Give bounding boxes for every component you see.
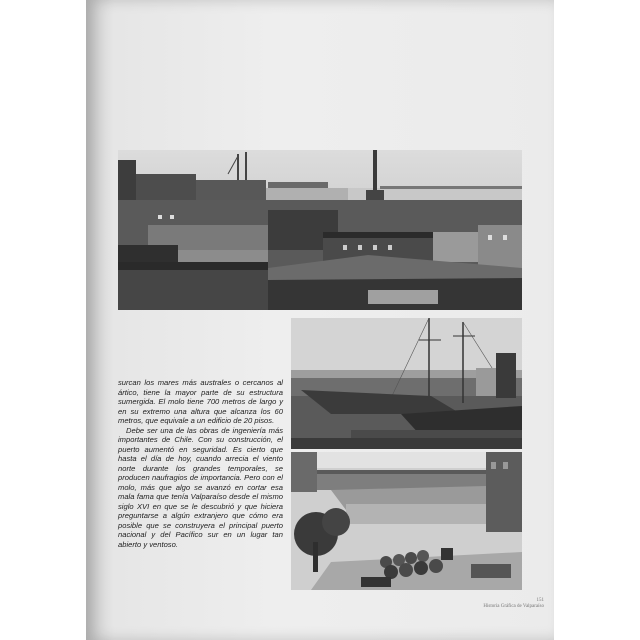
paragraph: Debe ser una de las obras de ingeniería más importantes de Chile. Con su construcción, el puerto aumentó en seguridad. Es cierto que hasta el día de hoy, cuando arrecia el viento norte durante los grandes temporales, se producen naufragios de importancia. Pero con el molo, más que algo se avanzó en cortar esa mala fama que tenía Valparaíso desde el mismo siglo XVI en que se le descubrió y que hiciera preguntarse a algún extranjero que cómo era posible que se construyera el principal puerto nacional y del Pacífico sur en un lugar tan abierto y ventoso. bbox=[118, 425, 283, 549]
paragraph: surcan los mares más australes o cercanos al ártico, tiene la mayor parte de su estructura sumergida. El molo tiene 700 metros de largo y en su extremo una altura que alcanza los 60 metros, que equivale a un edificio de 20 pisos. bbox=[118, 378, 283, 425]
page-footer bbox=[483, 598, 544, 610]
body-text-column bbox=[118, 378, 283, 549]
footer-caption: Historia Gráfica de Valparaíso bbox=[483, 604, 544, 609]
customs-warehouses-photo bbox=[291, 452, 522, 590]
page-number: 151 bbox=[536, 598, 544, 603]
sailing-ships-photo bbox=[291, 318, 522, 449]
harbor-panorama-photo bbox=[118, 150, 522, 310]
